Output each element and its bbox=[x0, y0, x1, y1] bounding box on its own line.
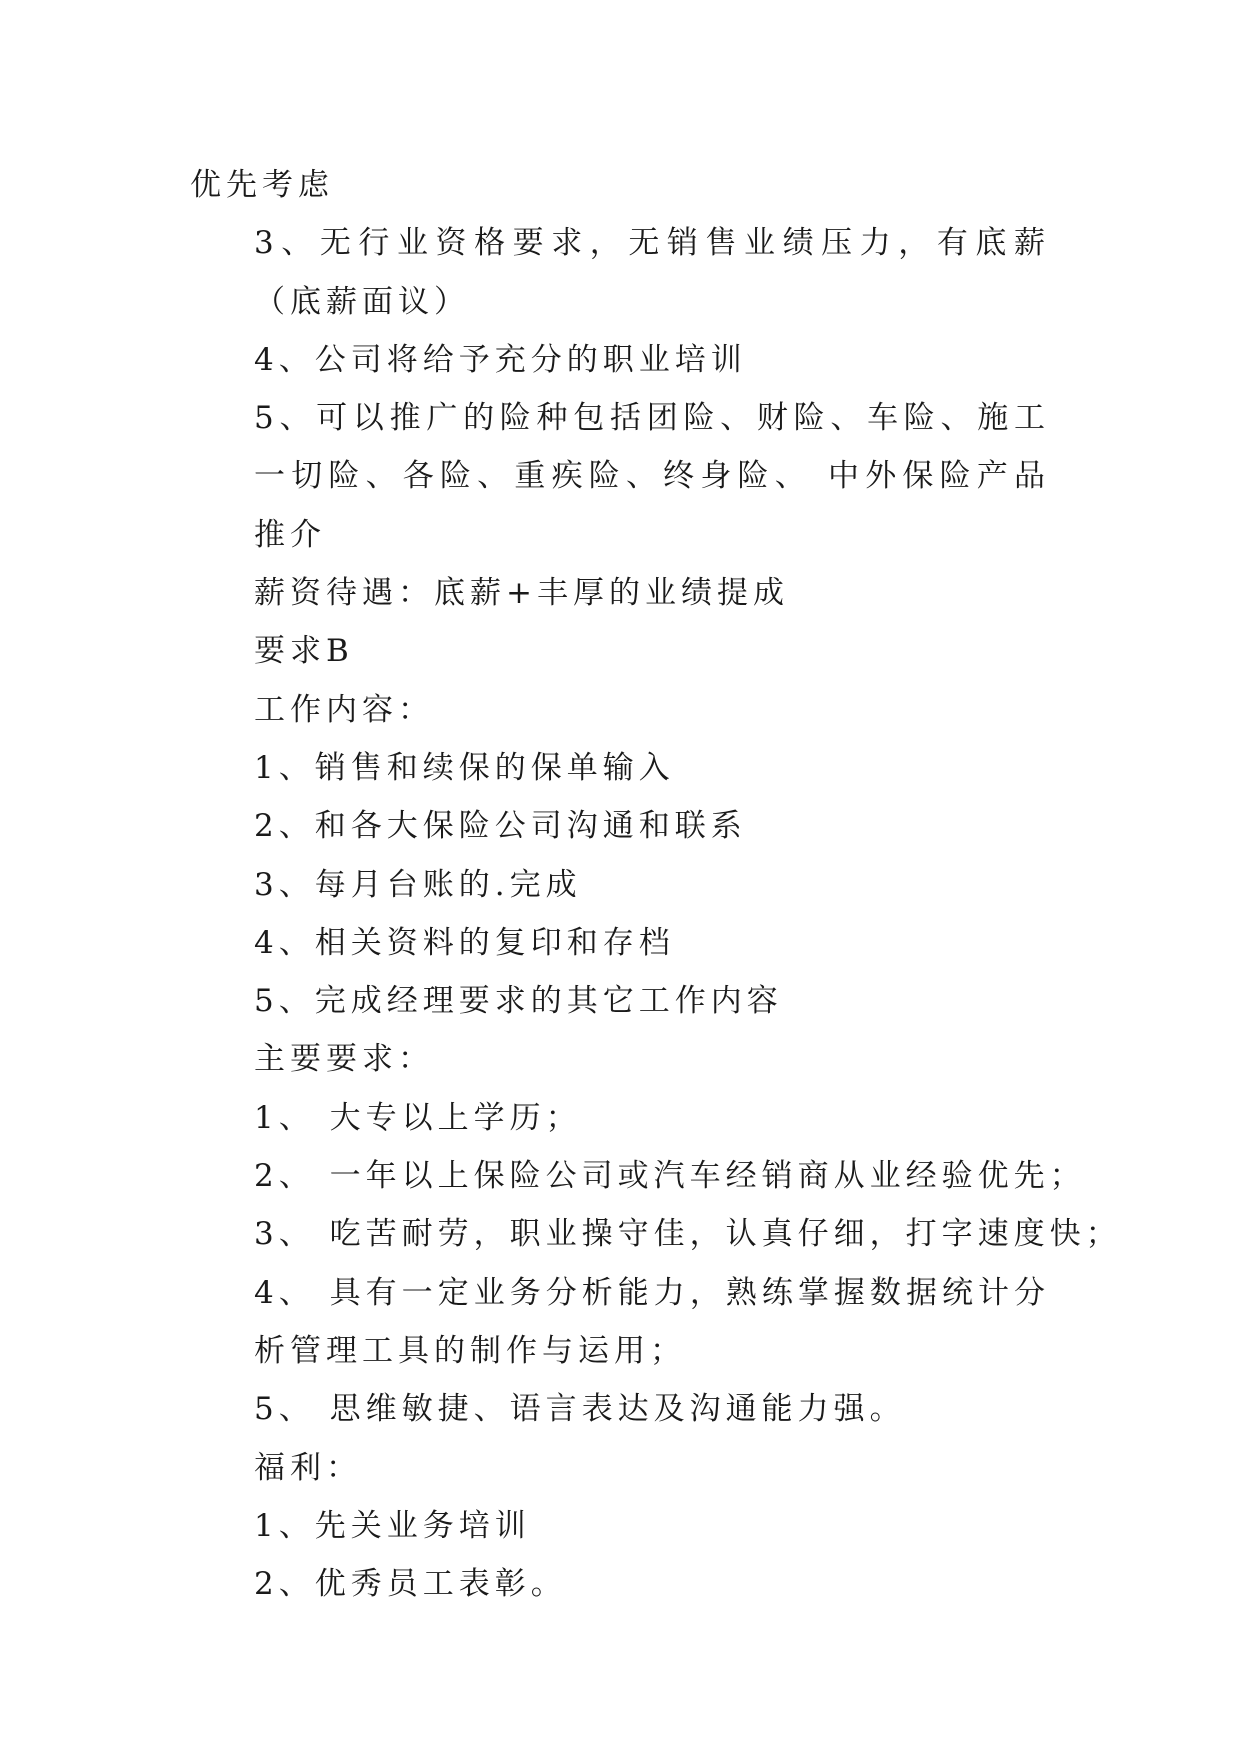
paragraph-continuation: 优先考虑 bbox=[190, 167, 334, 203]
list-item-req-5: 5、 思维敏捷、语言表达及沟通能力强。 bbox=[254, 1391, 906, 1428]
list-item-req-3: 3、 吃苦耐劳，职业操守佳，认真仔细，打字速度快； bbox=[254, 1216, 1122, 1253]
list-item-req-1: 1、 大专以上学历； bbox=[254, 1099, 582, 1136]
heading-benefits: 福利： bbox=[254, 1449, 362, 1486]
list-item-job-5: 5、完成经理要求的其它工作内容 bbox=[254, 983, 783, 1020]
list-item-benefit-1: 1、先关业务培训 bbox=[254, 1507, 531, 1544]
document-body bbox=[190, 156, 1122, 1613]
heading-job-content: 工作内容： bbox=[254, 691, 434, 728]
list-item-req-4: 4、 具有一定业务分析能力，熟练掌握数据统计分析管理工具的制作与运用； bbox=[254, 1274, 1050, 1369]
list-item-job-1: 1、销售和续保的保单输入 bbox=[254, 749, 675, 786]
list-item-job-4: 4、相关资料的复印和存档 bbox=[254, 924, 675, 961]
list-item-job-3: 3、每月台账的.完成 bbox=[254, 866, 582, 903]
paragraph-requirement-b: 要求B bbox=[254, 633, 354, 670]
list-item-job-2: 2、和各大保险公司沟通和联系 bbox=[254, 808, 747, 845]
list-item-req-2: 2、 一年以上保险公司或汽车经销商从业经验优先； bbox=[254, 1158, 1086, 1195]
paragraph-salary: 薪资待遇：底薪+丰厚的业绩提成 bbox=[254, 575, 789, 612]
heading-main-requirements: 主要要求： bbox=[254, 1041, 434, 1078]
paragraph-item-5-insurance-types: 5、可以推广的险种包括团险、财险、车险、施工一切险、各险、重疾险、终身险、 中外保险产品推介 bbox=[254, 400, 1050, 553]
paragraph-item-3-qualification: 3、无行业资格要求，无销售业绩压力，有底薪（底薪面议） bbox=[254, 225, 1050, 320]
paragraph-item-4-training: 4、公司将给予充分的职业培训 bbox=[254, 341, 747, 378]
list-item-benefit-2: 2、优秀员工表彰。 bbox=[254, 1566, 567, 1603]
